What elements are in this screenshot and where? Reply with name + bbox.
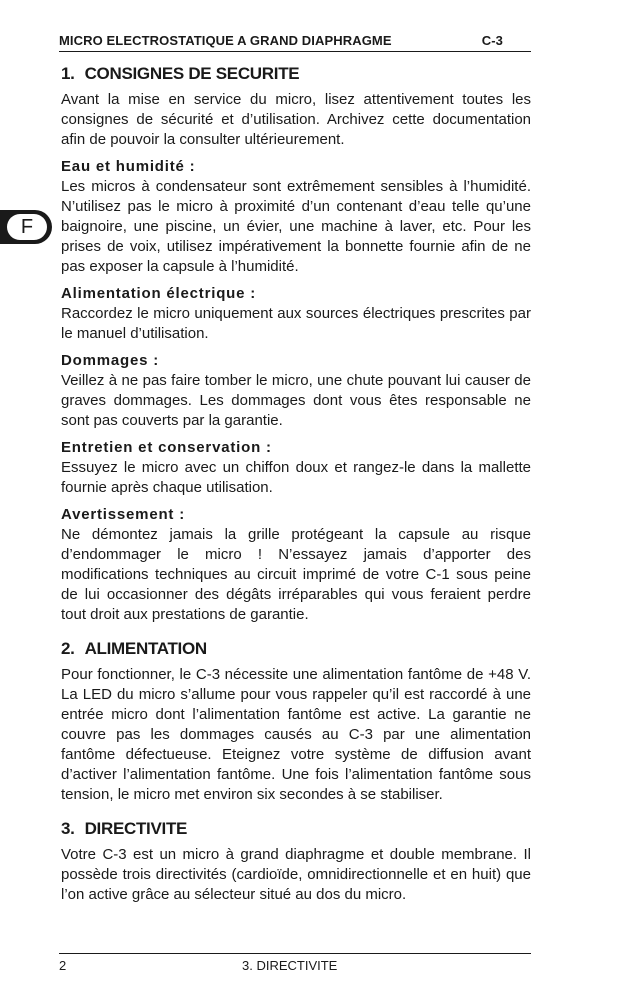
section-heading: 1. CONSIGNES DE SECURITE: [61, 64, 300, 83]
page-number: 2: [59, 958, 67, 973]
section-intro: Votre C-3 est un micro à grand diaphragme et double membrane. Il possède trois directivités (cardioïde, omnidirectionnelle et en huit) que l’on active grâce au sélecteur situé au dos du micro.: [61, 846, 531, 903]
section-power: [61, 639, 531, 805]
subsection-text: Les micros à condensateur sont extrêmement sensibles à l’humidité. N’utilisez pas le micro à proximité d’un contenant d’eau telle qu’une baignoire, une piscine, un évier, une machine à laver, etc. Pour les prises de voix, utilisez impérativement la bonnette fournie afin de ne pas exposer la capsule à l’humidité.: [61, 178, 531, 275]
page-footer: [59, 953, 531, 973]
subsection-text: Ne démontez jamais la grille protégeant la capsule au risque d’endommager le micro ! N’essayez jamais d’apporter des modifications techniques au circuit imprimé de votre C-1 sous peine de lui occasionner des dégâts irréparables qui vous feraient perdre tout droit aux prestations de garantie.: [61, 526, 531, 623]
section-intro: Avant la mise en service du micro, lisez attentivement toutes les consignes de sécurité et d’utilisation. Archivez cette documentation afin de pouvoir la consulter ultérieurement.: [61, 91, 531, 148]
section-directivity: [61, 819, 531, 905]
section-heading: 2. ALIMENTATION: [61, 639, 207, 658]
header-model: C-3: [481, 33, 503, 48]
subsection-heading: Eau et humidité :: [61, 158, 196, 175]
language-tab: [0, 210, 52, 244]
page-header: [59, 33, 531, 52]
subsection-text: Raccordez le micro uniquement aux sources électriques prescrites par le manuel d’utilisation.: [61, 305, 531, 342]
subsection-heading: Entretien et conservation :: [61, 439, 272, 456]
subsection-heading: Alimentation électrique :: [61, 285, 257, 302]
language-tab-label: F: [7, 214, 47, 240]
section-safety: [61, 64, 531, 625]
header-title: MICRO ELECTROSTATIQUE A GRAND DIAPHRAGME: [59, 33, 392, 48]
subsection-heading: Avertissement :: [61, 506, 185, 523]
section-heading: 3. DIRECTIVITE: [61, 819, 188, 838]
subsection-heading: Dommages :: [61, 352, 160, 369]
footer-section-title: 3. DIRECTIVITE: [242, 958, 338, 973]
section-intro: Pour fonctionner, le C-3 nécessite une alimentation fantôme de +48 V. La LED du micro s’allume pour vous rappeler qu’il est raccordé à une entrée micro dont l’alimentation fantôme est active. La garantie ne couvre pas les dommages causés au C-3 par une alimentation fantôme défectueuse. Eteignez votre système de diffusion avant d’activer l’alimentation fantôme. Une fois l’alimentation fantôme sous tension, le micro met environ six secondes à se stabiliser.: [61, 666, 531, 803]
main-content: [61, 64, 531, 919]
subsection-text: Veillez à ne pas faire tomber le micro, une chute pouvant lui causer de graves dommages. Les dommages dont vous êtes responsable ne sont pas couverts par la garantie.: [61, 372, 531, 429]
subsection-text: Essuyez le micro avec un chiffon doux et rangez-le dans la mallette fournie après chaque utilisation.: [61, 459, 531, 496]
